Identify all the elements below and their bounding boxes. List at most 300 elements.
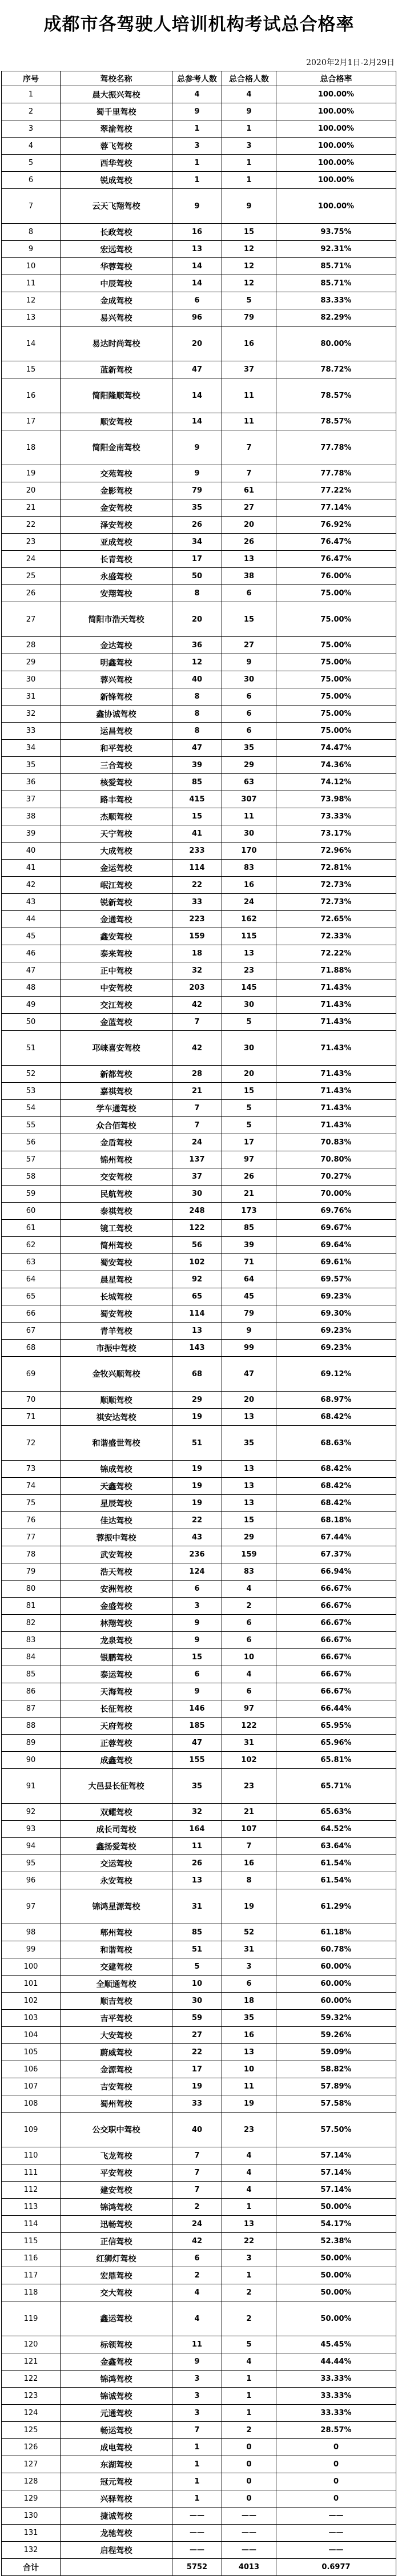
table-row bbox=[2, 911, 396, 928]
row-index: 4 bbox=[2, 138, 61, 155]
pass-rate: 75.00% bbox=[276, 654, 396, 671]
pass-rate: 69.12% bbox=[276, 1357, 396, 1392]
total-passed: 27 bbox=[222, 637, 276, 654]
total-passed: 145 bbox=[222, 979, 276, 997]
total-passed: 107 bbox=[222, 1821, 276, 1838]
table-row bbox=[2, 326, 396, 361]
row-index: 43 bbox=[2, 894, 61, 911]
total-passed: 5 bbox=[222, 1100, 276, 1117]
row-index: 106 bbox=[2, 2061, 61, 2078]
total-passed: 38 bbox=[222, 568, 276, 585]
school-name: 冠元驾校 bbox=[61, 2473, 172, 2490]
total-takers: 22 bbox=[172, 2044, 222, 2061]
total-passed: 1 bbox=[222, 155, 276, 172]
total-takers: 35 bbox=[172, 1769, 222, 1804]
table-row bbox=[2, 1478, 396, 1495]
total-takers: 22 bbox=[172, 1512, 222, 1529]
total-passed: 27 bbox=[222, 499, 276, 517]
school-name: 畅运驾校 bbox=[61, 2422, 172, 2439]
table-row bbox=[2, 1752, 396, 1769]
row-index: 126 bbox=[2, 2439, 61, 2456]
date-range: 2020年2月1日-2月29日 bbox=[306, 58, 395, 67]
row-index: 73 bbox=[2, 1461, 61, 1478]
school-name: 简阳金南驾校 bbox=[61, 430, 172, 465]
row-index: 82 bbox=[2, 1615, 61, 1632]
total-takers: 1 bbox=[172, 2473, 222, 2490]
school-name: 建安驾校 bbox=[61, 2182, 172, 2199]
pass-rate: 44.44% bbox=[276, 2353, 396, 2371]
table-row bbox=[2, 155, 396, 172]
pass-rate: 60.00% bbox=[276, 1993, 396, 2010]
pass-rate: 0 bbox=[276, 2473, 396, 2490]
table-row bbox=[2, 791, 396, 808]
total-takers: 30 bbox=[172, 1186, 222, 1203]
table-row bbox=[2, 292, 396, 309]
table-row bbox=[2, 138, 396, 155]
row-index: 123 bbox=[2, 2388, 61, 2405]
total-passed: 35 bbox=[222, 1426, 276, 1461]
table-row bbox=[2, 808, 396, 825]
total-passed: 22 bbox=[222, 2233, 276, 2250]
school-name: 蔚威驾校 bbox=[61, 2044, 172, 2061]
total-passed: 20 bbox=[222, 1066, 276, 1083]
table-row bbox=[2, 1855, 396, 1872]
row-index: 121 bbox=[2, 2353, 61, 2371]
school-name: 交大驾校 bbox=[61, 2284, 172, 2301]
total-takers: 85 bbox=[172, 1924, 222, 1941]
pass-rate: 72.65% bbox=[276, 911, 396, 928]
table-row bbox=[2, 2164, 396, 2182]
total-takers: 4 bbox=[172, 2301, 222, 2336]
school-name: 宏远驾校 bbox=[61, 241, 172, 258]
table-row bbox=[2, 2061, 396, 2078]
table-row bbox=[2, 1151, 396, 1168]
pass-rate: 72.73% bbox=[276, 877, 396, 894]
school-name: 顺安驾校 bbox=[61, 413, 172, 430]
pass-rate: 33.33% bbox=[276, 2388, 396, 2405]
school-name: 泰祺驾校 bbox=[61, 1203, 172, 1220]
row-index: 99 bbox=[2, 1941, 61, 1958]
table-row bbox=[2, 1426, 396, 1461]
pass-rate: 70.27% bbox=[276, 1168, 396, 1186]
table-header-row bbox=[2, 71, 396, 86]
total-passed: 15 bbox=[222, 602, 276, 637]
school-name: 简州驾校 bbox=[61, 1237, 172, 1254]
school-name: 交苑驾校 bbox=[61, 465, 172, 482]
school-name: 易达时尚驾校 bbox=[61, 326, 172, 361]
table-row bbox=[2, 1529, 396, 1546]
school-name: 大安驾校 bbox=[61, 2027, 172, 2044]
school-name: 永安驾校 bbox=[61, 1872, 172, 1889]
total-takers: 3 bbox=[172, 138, 222, 155]
total-passed: 26 bbox=[222, 1168, 276, 1186]
row-index: 77 bbox=[2, 1529, 61, 1546]
row-index: 30 bbox=[2, 671, 61, 688]
total-takers: 9 bbox=[172, 1615, 222, 1632]
row-index: 22 bbox=[2, 517, 61, 534]
total-takers: 7 bbox=[172, 1117, 222, 1134]
pass-rate: 66.67% bbox=[276, 1632, 396, 1649]
school-name: 锦鸿驾校 bbox=[61, 2199, 172, 2216]
row-index: 26 bbox=[2, 585, 61, 602]
pass-rate: 66.67% bbox=[276, 1598, 396, 1615]
total-passed: 30 bbox=[222, 825, 276, 842]
total-takers: 47 bbox=[172, 361, 222, 378]
total-takers: 19 bbox=[172, 2078, 222, 2095]
row-index: 34 bbox=[2, 740, 61, 757]
pass-rate: 77.78% bbox=[276, 430, 396, 465]
table-row bbox=[2, 825, 396, 842]
total-takers-sum: 5752 bbox=[172, 2559, 222, 2576]
total-takers: 3 bbox=[172, 2388, 222, 2405]
pass-rate: 76.47% bbox=[276, 551, 396, 568]
total-passed: 9 bbox=[222, 654, 276, 671]
school-name: 明鑫驾校 bbox=[61, 654, 172, 671]
school-name: 天宁驾校 bbox=[61, 825, 172, 842]
total-passed: 6 bbox=[222, 585, 276, 602]
total-passed: 26 bbox=[222, 534, 276, 551]
school-name: 市振中驾校 bbox=[61, 1340, 172, 1357]
pass-rate: 50.00% bbox=[276, 2250, 396, 2267]
pass-rate: 60.00% bbox=[276, 1958, 396, 1976]
table-row bbox=[2, 2542, 396, 2559]
pass-rate: 61.29% bbox=[276, 1889, 396, 1924]
total-takers: 8 bbox=[172, 585, 222, 602]
row-index: 74 bbox=[2, 1478, 61, 1495]
table-row bbox=[2, 1100, 396, 1117]
pass-rate: 78.57% bbox=[276, 413, 396, 430]
total-passed: 16 bbox=[222, 2027, 276, 2044]
total-passed: 0 bbox=[222, 2456, 276, 2473]
total-takers: 1 bbox=[172, 2456, 222, 2473]
table-row bbox=[2, 1718, 396, 1735]
row-index: 129 bbox=[2, 2490, 61, 2508]
row-index: 10 bbox=[2, 258, 61, 275]
school-name: 和平驾校 bbox=[61, 740, 172, 757]
total-passed: 4 bbox=[222, 1666, 276, 1683]
row-index: 105 bbox=[2, 2044, 61, 2061]
row-index: 113 bbox=[2, 2199, 61, 2216]
total-takers: 29 bbox=[172, 1392, 222, 1409]
row-index: 88 bbox=[2, 1718, 61, 1735]
total-passed: 0 bbox=[222, 2490, 276, 2508]
school-name: 翠渝驾校 bbox=[61, 120, 172, 138]
table-row bbox=[2, 1461, 396, 1478]
total-passed: 6 bbox=[222, 1683, 276, 1700]
table-row bbox=[2, 2267, 396, 2284]
row-index: 85 bbox=[2, 1666, 61, 1683]
pass-rate: 60.00% bbox=[276, 1976, 396, 1993]
school-name: 银鹏驾校 bbox=[61, 1649, 172, 1666]
page-title: 成都市各驾驶人培训机构考试总合格率 bbox=[43, 14, 355, 35]
total-takers: 12 bbox=[172, 654, 222, 671]
pass-rate: 67.44% bbox=[276, 1529, 396, 1546]
total-passed: 1 bbox=[222, 2371, 276, 2388]
total-passed: 29 bbox=[222, 757, 276, 774]
pass-rate: 66.44% bbox=[276, 1700, 396, 1718]
total-takers: 20 bbox=[172, 326, 222, 361]
row-index: 48 bbox=[2, 979, 61, 997]
row-index: 91 bbox=[2, 1769, 61, 1804]
total-passed: 4 bbox=[222, 2182, 276, 2199]
row-index: 32 bbox=[2, 706, 61, 723]
table-row bbox=[2, 706, 396, 723]
total-takers: 36 bbox=[172, 637, 222, 654]
school-name: 鑫扬爱驾校 bbox=[61, 1838, 172, 1855]
total-passed: 307 bbox=[222, 791, 276, 808]
total-passed: 6 bbox=[222, 1632, 276, 1649]
table-row bbox=[2, 1563, 396, 1581]
school-name: 金牧兴顺驾校 bbox=[61, 1357, 172, 1392]
table-row bbox=[2, 1271, 396, 1288]
school-name: 锦诚驾校 bbox=[61, 2388, 172, 2405]
school-name: 路丰驾校 bbox=[61, 791, 172, 808]
table-row bbox=[2, 361, 396, 378]
row-index: 6 bbox=[2, 172, 61, 189]
total-takers: 5 bbox=[172, 1958, 222, 1976]
total-passed: 115 bbox=[222, 928, 276, 945]
row-index: 96 bbox=[2, 1872, 61, 1889]
row-index: 3 bbox=[2, 120, 61, 138]
school-name: 交运驾校 bbox=[61, 1855, 172, 1872]
row-index: 5 bbox=[2, 155, 61, 172]
row-index: 15 bbox=[2, 361, 61, 378]
total-takers: 96 bbox=[172, 309, 222, 326]
total-takers: 9 bbox=[172, 103, 222, 120]
table-row bbox=[2, 413, 396, 430]
total-passed: 83 bbox=[222, 860, 276, 877]
pass-rate: 72.33% bbox=[276, 928, 396, 945]
total-passed: 3 bbox=[222, 2250, 276, 2267]
total-takers: 41 bbox=[172, 825, 222, 842]
school-name: 林翔驾校 bbox=[61, 1615, 172, 1632]
total-passed: 4 bbox=[222, 1581, 276, 1598]
school-name: 杰顺驾校 bbox=[61, 808, 172, 825]
total-takers: 9 bbox=[172, 1683, 222, 1700]
school-name: 宏鼎驾校 bbox=[61, 2267, 172, 2284]
table-row bbox=[2, 551, 396, 568]
row-index: 65 bbox=[2, 1288, 61, 1305]
total-takers: 223 bbox=[172, 911, 222, 928]
total-passed: 18 bbox=[222, 1993, 276, 2010]
table-row bbox=[2, 1168, 396, 1186]
school-name: 武安驾校 bbox=[61, 1546, 172, 1563]
table-row bbox=[2, 1872, 396, 1889]
row-index: 116 bbox=[2, 2250, 61, 2267]
total-takers: 6 bbox=[172, 292, 222, 309]
school-name: 和谐盛世驾校 bbox=[61, 1426, 172, 1461]
total-passed: 15 bbox=[222, 224, 276, 241]
school-name: 锦鸿驾校 bbox=[61, 2371, 172, 2388]
total-takers: 3 bbox=[172, 2405, 222, 2422]
total-takers: 32 bbox=[172, 1804, 222, 1821]
school-name: 锦成驾校 bbox=[61, 1461, 172, 1478]
total-takers: 65 bbox=[172, 1288, 222, 1305]
table-row bbox=[2, 120, 396, 138]
table-row bbox=[2, 378, 396, 413]
row-index: 97 bbox=[2, 1889, 61, 1924]
school-name: 锦鸿星源驾校 bbox=[61, 1889, 172, 1924]
total-passed: 21 bbox=[222, 1804, 276, 1821]
school-name: 双耀驾校 bbox=[61, 1804, 172, 1821]
table-row bbox=[2, 1958, 396, 1976]
pass-rate: 69.23% bbox=[276, 1323, 396, 1340]
total-takers: 236 bbox=[172, 1546, 222, 1563]
row-index: 122 bbox=[2, 2371, 61, 2388]
table-row bbox=[2, 894, 396, 911]
school-name: 蜀安驾校 bbox=[61, 1305, 172, 1323]
total-passed: 3 bbox=[222, 1958, 276, 1976]
row-index: 27 bbox=[2, 602, 61, 637]
pass-rate: 70.00% bbox=[276, 1186, 396, 1203]
row-index: 86 bbox=[2, 1683, 61, 1700]
school-name: 金盾驾校 bbox=[61, 1134, 172, 1151]
pass-rate: 57.14% bbox=[276, 2147, 396, 2164]
total-takers: 30 bbox=[172, 1993, 222, 2010]
pass-rate: 71.88% bbox=[276, 962, 396, 979]
pass-rate: 69.23% bbox=[276, 1340, 396, 1357]
total-passed: 1 bbox=[222, 120, 276, 138]
total-takers: 137 bbox=[172, 1151, 222, 1168]
row-index: 47 bbox=[2, 962, 61, 979]
row-index: 64 bbox=[2, 1271, 61, 1288]
total-passed: 10 bbox=[222, 1649, 276, 1666]
row-index: 56 bbox=[2, 1134, 61, 1151]
total-takers: —— bbox=[172, 2542, 222, 2559]
row-index: 98 bbox=[2, 1924, 61, 1941]
pass-rate: 73.33% bbox=[276, 808, 396, 825]
pass-rate: 68.42% bbox=[276, 1409, 396, 1426]
table-row bbox=[2, 860, 396, 877]
row-index: 51 bbox=[2, 1031, 61, 1066]
pass-rate: 69.23% bbox=[276, 1288, 396, 1305]
total-takers: 146 bbox=[172, 1700, 222, 1718]
total-passed: 29 bbox=[222, 1529, 276, 1546]
school-name: 红狮灯驾校 bbox=[61, 2250, 172, 2267]
total-takers: 8 bbox=[172, 723, 222, 740]
school-name: 正信驾校 bbox=[61, 2233, 172, 2250]
row-index: 31 bbox=[2, 688, 61, 706]
total-passed: 85 bbox=[222, 1220, 276, 1237]
total-passed: 9 bbox=[222, 189, 276, 224]
school-name: 成鑫驾校 bbox=[61, 1752, 172, 1769]
school-name: 金鑫驾校 bbox=[61, 2353, 172, 2371]
table-row bbox=[2, 465, 396, 482]
total-passed: 61 bbox=[222, 482, 276, 499]
row-index: 44 bbox=[2, 911, 61, 928]
pass-rate: —— bbox=[276, 2525, 396, 2542]
total-takers: 185 bbox=[172, 1718, 222, 1735]
pass-rate: 61.18% bbox=[276, 1924, 396, 1941]
table-row bbox=[2, 1357, 396, 1392]
row-index: 42 bbox=[2, 877, 61, 894]
school-name: 浩天驾校 bbox=[61, 1563, 172, 1581]
row-index: 13 bbox=[2, 309, 61, 326]
school-name: 蜀州驾校 bbox=[61, 2095, 172, 2113]
pass-rate: 74.12% bbox=[276, 774, 396, 791]
school-name: 金源驾校 bbox=[61, 2061, 172, 2078]
table-row bbox=[2, 1117, 396, 1134]
row-index: 84 bbox=[2, 1649, 61, 1666]
pass-rate: 65.95% bbox=[276, 1718, 396, 1735]
total-takers: 11 bbox=[172, 2336, 222, 2353]
total-takers: 19 bbox=[172, 1478, 222, 1495]
total-takers: 14 bbox=[172, 413, 222, 430]
pass-rate: 75.00% bbox=[276, 585, 396, 602]
table-row bbox=[2, 2044, 396, 2061]
table-row bbox=[2, 928, 396, 945]
row-index: 109 bbox=[2, 2113, 61, 2147]
school-name: 和谐驾校 bbox=[61, 1941, 172, 1958]
pass-rate: 72.96% bbox=[276, 842, 396, 860]
total-takers: 68 bbox=[172, 1357, 222, 1392]
school-name: 蓉飞驾校 bbox=[61, 138, 172, 155]
total-passed: 2 bbox=[222, 1598, 276, 1615]
table-row bbox=[2, 2027, 396, 2044]
total-passed: 0 bbox=[222, 2473, 276, 2490]
total-passed: 5 bbox=[222, 1014, 276, 1031]
total-passed: 52 bbox=[222, 1924, 276, 1941]
pass-rate: 75.00% bbox=[276, 706, 396, 723]
total-passed: 13 bbox=[222, 2044, 276, 2061]
pass-rate: 76.47% bbox=[276, 534, 396, 551]
total-takers: 7 bbox=[172, 1100, 222, 1117]
total-takers: 39 bbox=[172, 757, 222, 774]
school-name: 天鑫驾校 bbox=[61, 1478, 172, 1495]
total-passed: 37 bbox=[222, 361, 276, 378]
school-name: 迅畅驾校 bbox=[61, 2216, 172, 2233]
pass-rate: 100.00% bbox=[276, 155, 396, 172]
total-passed: 79 bbox=[222, 1305, 276, 1323]
pass-rate: 65.81% bbox=[276, 1752, 396, 1769]
table-row bbox=[2, 517, 396, 534]
school-name: 金蓝驾校 bbox=[61, 1014, 172, 1031]
pass-rate: 66.67% bbox=[276, 1615, 396, 1632]
total-takers: 7 bbox=[172, 2147, 222, 2164]
total-passed: 3 bbox=[222, 138, 276, 155]
pass-rate: 85.71% bbox=[276, 275, 396, 292]
row-index: 18 bbox=[2, 430, 61, 465]
row-index: 124 bbox=[2, 2405, 61, 2422]
row-index: 70 bbox=[2, 1392, 61, 1409]
row-index: 93 bbox=[2, 1821, 61, 1838]
row-index: 41 bbox=[2, 860, 61, 877]
school-name: 简阳市浩天驾校 bbox=[61, 602, 172, 637]
total-passed: 1 bbox=[222, 2267, 276, 2284]
table-row bbox=[2, 482, 396, 499]
total-passed: 1 bbox=[222, 2388, 276, 2405]
row-index: 108 bbox=[2, 2095, 61, 2113]
pass-rate: 33.33% bbox=[276, 2371, 396, 2388]
total-takers: 13 bbox=[172, 1872, 222, 1889]
pass-rate-table bbox=[1, 71, 396, 2576]
table-row bbox=[2, 1993, 396, 2010]
pass-rate: 60.78% bbox=[276, 1941, 396, 1958]
row-index: 20 bbox=[2, 482, 61, 499]
row-index: 75 bbox=[2, 1495, 61, 1512]
total-takers: 50 bbox=[172, 568, 222, 585]
total-passed: 6 bbox=[222, 723, 276, 740]
pass-rate: 76.92% bbox=[276, 517, 396, 534]
row-index: 90 bbox=[2, 1752, 61, 1769]
school-name: 安翔驾校 bbox=[61, 585, 172, 602]
total-takers: 33 bbox=[172, 2095, 222, 2113]
pass-rate: 100.00% bbox=[276, 86, 396, 103]
pass-rate: 57.89% bbox=[276, 2078, 396, 2095]
table-row bbox=[2, 241, 396, 258]
pass-rate: 100.00% bbox=[276, 172, 396, 189]
pass-rate: 73.98% bbox=[276, 791, 396, 808]
